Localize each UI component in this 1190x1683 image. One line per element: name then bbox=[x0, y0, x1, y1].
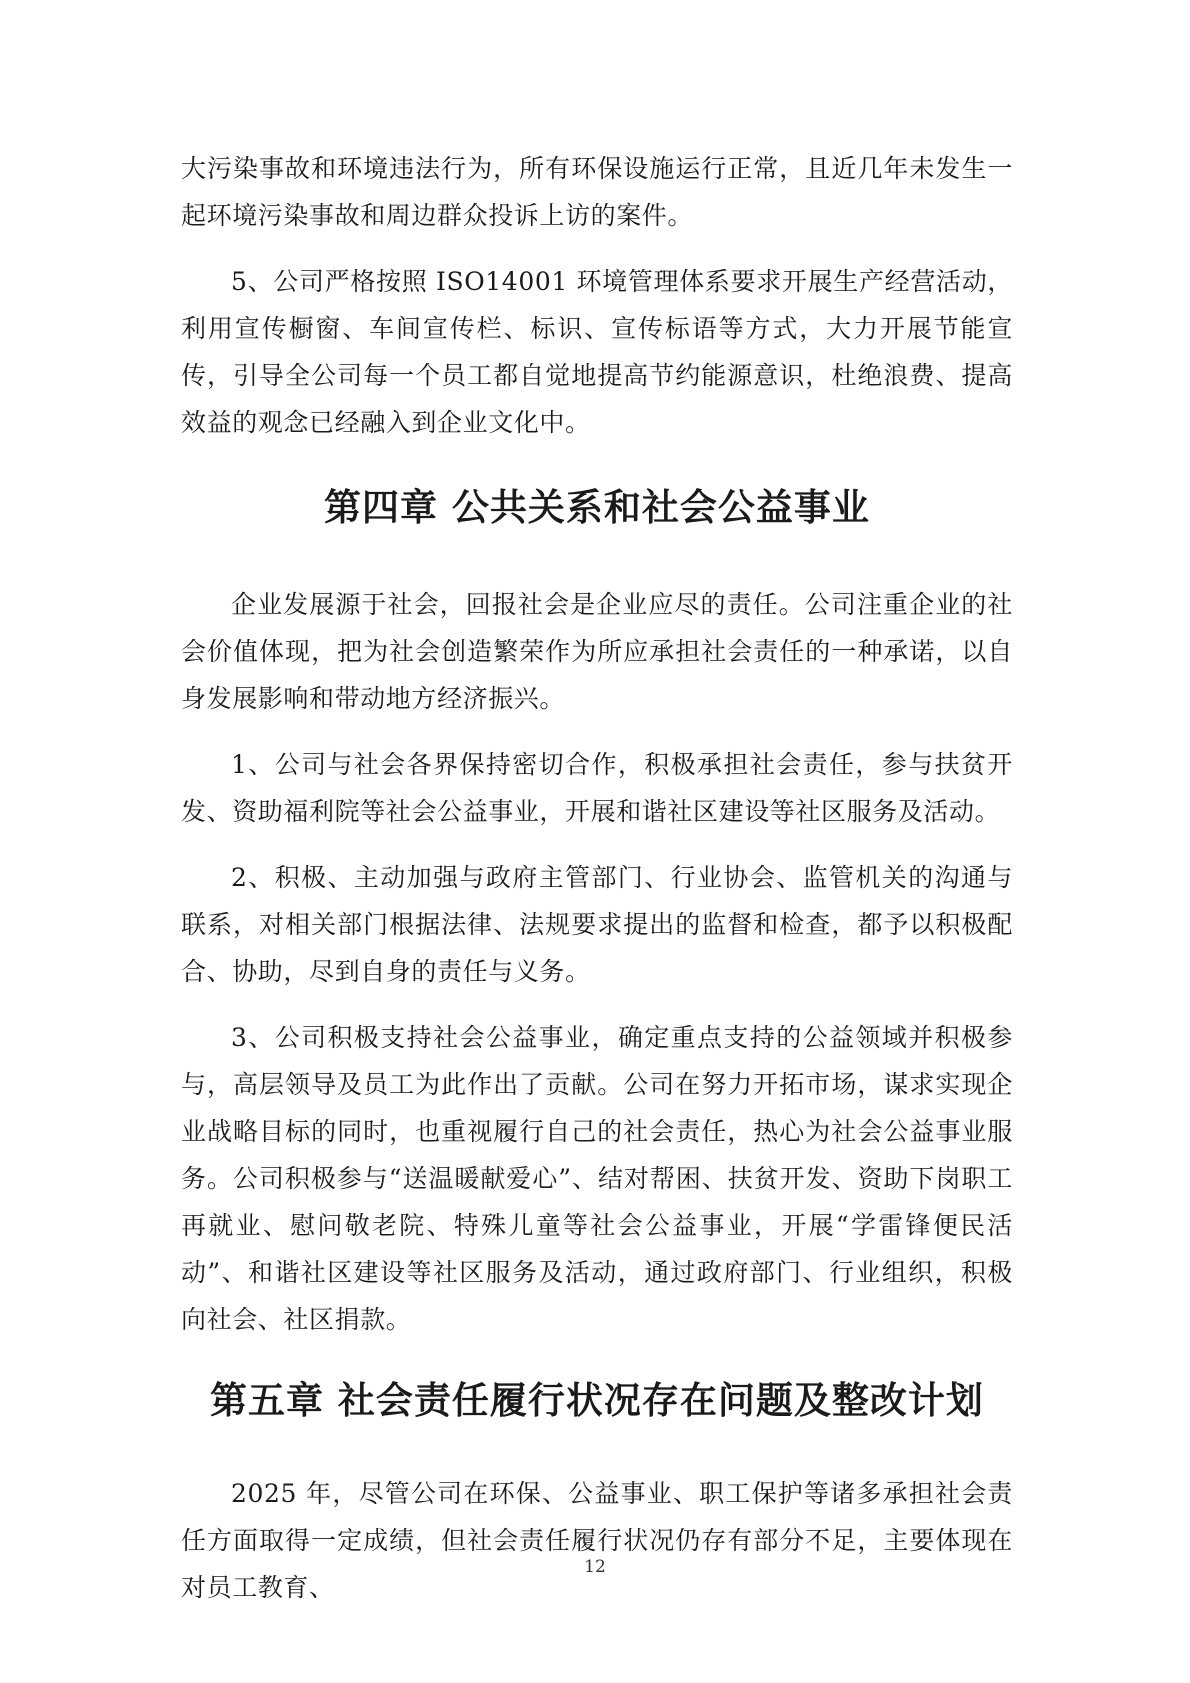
page-content bbox=[181, 145, 1013, 1630]
chapter-5-title: 第五章 社会责任履行状况存在问题及整改计划 bbox=[210, 1379, 984, 1422]
chapter-4-item-3: 3、公司积极支持社会公益事业，确定重点支持的公益领域并积极参与，高层领导及员工为此作出了贡献。公司在努力开拓市场，谋求实现企业战略目标的同时，也重视履行自己的社会责任，热心为社会公益事业服务。公司积极参与“送温暖献爱心”、结对帮困、扶贫开发、资助下岗职工再就业、慰问敬老院、特殊儿童等社会公益事业，开展“学雷锋便民活动”、和谐社区建设等社区服务及活动，通过政府部门、行业组织，积极向社会、社区捐款。 bbox=[181, 1023, 1013, 1334]
chapter-5-intro: 2025 年，尽管公司在环保、公益事业、职工保护等诸多承担社会责任方面取得一定成绩，但社会责任履行状况仍存有部分不足，主要体现在对员工教育、 bbox=[181, 1479, 1013, 1602]
chapter-4-intro: 企业发展源于社会，回报社会是企业应尽的责任。公司注重企业的社会价值体现，把为社会创造繁荣作为所应承担社会责任的一种承诺，以自身发展影响和带动地方经济振兴。 bbox=[181, 590, 1013, 713]
paragraph-item-5: 5、公司严格按照 ISO14001 环境管理体系要求开展生产经营活动，利用宣传橱窗、车间宣传栏、标识、宣传标语等方式，大力开展节能宣传，引导全公司每一个员工都自觉地提高节约能源意识，杜绝浪费、提高效益的观念已经融入到企业文化中。 bbox=[181, 267, 1013, 437]
chapter-4-item-1: 1、公司与社会各界保持密切合作，积极承担社会责任，参与扶贫开发、资助福利院等社会公益事业，开展和谐社区建设等社区服务及活动。 bbox=[181, 750, 1013, 826]
chapter-4-title: 第四章 公共关系和社会公益事业 bbox=[324, 486, 870, 529]
paragraph-continuation: 大污染事故和环境违法行为，所有环保设施运行正常，且近几年未发生一起环境污染事故和周边群众投诉上访的案件。 bbox=[181, 154, 1013, 230]
page-number: 12 bbox=[584, 1557, 606, 1577]
chapter-4-item-2: 2、积极、主动加强与政府主管部门、行业协会、监管机关的沟通与联系，对相关部门根据法律、法规要求提出的监督和检查，都予以积极配合、协助，尽到自身的责任与义务。 bbox=[181, 863, 1013, 986]
